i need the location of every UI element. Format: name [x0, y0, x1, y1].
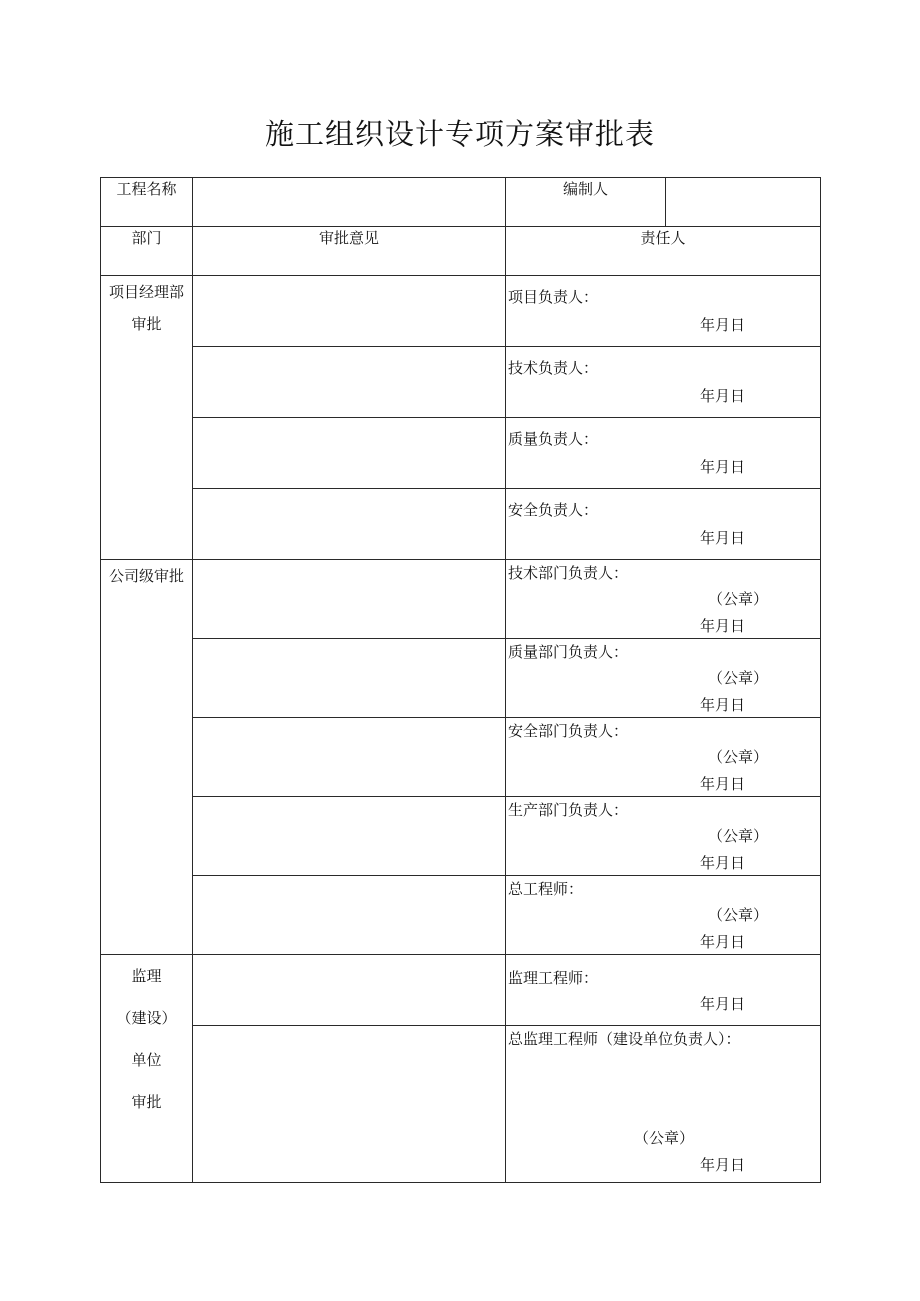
signature-cell-chief-engineer[interactable] [506, 876, 821, 955]
company-row-2 [101, 639, 821, 718]
opinion-field-tech-dept[interactable] [193, 560, 506, 639]
column-header-row [101, 227, 821, 276]
signature-cell-production-dept[interactable] [506, 797, 821, 876]
role-label-chief-engineer: 总工程师： [508, 880, 584, 898]
supervision-row-2 [101, 1026, 821, 1183]
opinion-field-quality-leader[interactable] [193, 418, 506, 489]
preparer-label: 编制人 [506, 178, 666, 227]
project-dept-row-2 [101, 347, 821, 418]
role-label-supervising-engineer: 监理工程师： [508, 969, 599, 987]
role-label-technical-leader: 技术负责人： [508, 359, 599, 377]
opinion-field-chief-engineer[interactable] [193, 876, 506, 955]
opinion-field-safety-leader[interactable] [193, 489, 506, 560]
date-label: 年月日 [700, 1156, 746, 1174]
signature-cell-safety-leader[interactable] [506, 489, 821, 560]
signature-cell-technical-leader[interactable] [506, 347, 821, 418]
project-dept-label-line2: 审批 [131, 315, 162, 333]
date-label: 年月日 [700, 995, 746, 1013]
opinion-field-production-dept[interactable] [193, 797, 506, 876]
role-label-production-dept: 生产部门负责人： [508, 801, 629, 819]
role-label-project-leader: 项目负责人： [508, 288, 599, 306]
supervision-row-1 [101, 955, 821, 1026]
supervision-label-line3: 单位 [131, 1051, 162, 1069]
signature-cell-chief-supervisor[interactable] [506, 1026, 821, 1183]
signature-cell-supervising-engineer[interactable] [506, 955, 821, 1026]
supervision-approval-label [101, 955, 193, 1183]
seal-label: （公章） [708, 748, 769, 766]
signature-cell-tech-dept[interactable] [506, 560, 821, 639]
date-label: 年月日 [700, 854, 746, 872]
date-label: 年月日 [700, 933, 746, 951]
signature-cell-safety-dept[interactable] [506, 718, 821, 797]
project-dept-label-line1: 项目经理部 [108, 283, 184, 301]
column-header-dept: 部门 [101, 227, 193, 276]
opinion-field-technical-leader[interactable] [193, 347, 506, 418]
company-row-3 [101, 718, 821, 797]
seal-label: （公章） [708, 827, 769, 845]
role-label-safety-leader: 安全负责人： [508, 501, 599, 519]
date-label: 年月日 [700, 775, 746, 793]
seal-label: （公章） [708, 590, 769, 608]
date-label: 年月日 [700, 316, 746, 334]
company-approval-label: 公司级审批 [101, 560, 193, 955]
signature-cell-project-leader[interactable] [506, 276, 821, 347]
column-header-opinion: 审批意见 [193, 227, 506, 276]
supervision-label-line2: （建设） [116, 1009, 177, 1027]
role-label-chief-supervisor: 总监理工程师（建设单位负责人）： [508, 1030, 741, 1048]
project-dept-row-3 [101, 418, 821, 489]
project-dept-row-4 [101, 489, 821, 560]
date-label: 年月日 [700, 387, 746, 405]
company-row-5 [101, 876, 821, 955]
preparer-field[interactable] [666, 178, 821, 227]
opinion-field-safety-dept[interactable] [193, 718, 506, 797]
company-row-1 [101, 560, 821, 639]
seal-label: （公章） [708, 669, 769, 687]
project-dept-label [101, 276, 193, 560]
supervision-label-line4: 审批 [131, 1093, 162, 1111]
opinion-field-project-leader[interactable] [193, 276, 506, 347]
role-label-tech-dept: 技术部门负责人： [508, 564, 629, 582]
opinion-field-quality-dept[interactable] [193, 639, 506, 718]
supervision-label-line1: 监理 [131, 967, 162, 985]
signature-cell-quality-leader[interactable] [506, 418, 821, 489]
role-label-safety-dept: 安全部门负责人： [508, 722, 629, 740]
date-label: 年月日 [700, 529, 746, 547]
opinion-field-chief-supervisor[interactable] [193, 1026, 506, 1183]
date-label: 年月日 [700, 617, 746, 635]
project-name-field[interactable] [193, 178, 506, 227]
project-name-label: 工程名称 [101, 178, 193, 227]
project-info-row [101, 178, 821, 227]
seal-label: （公章） [634, 1129, 695, 1147]
page-title: 施工组织设计专项方案审批表 [264, 117, 655, 151]
seal-label: （公章） [708, 906, 769, 924]
date-label: 年月日 [700, 458, 746, 476]
role-label-quality-dept: 质量部门负责人： [508, 643, 629, 661]
role-label-quality-leader: 质量负责人： [508, 430, 599, 448]
opinion-field-supervising-engineer[interactable] [193, 955, 506, 1026]
approval-form-table [100, 177, 821, 1183]
signature-cell-quality-dept[interactable] [506, 639, 821, 718]
date-label: 年月日 [700, 696, 746, 714]
project-dept-row-1 [101, 276, 821, 347]
company-row-4 [101, 797, 821, 876]
column-header-responsible: 责任人 [506, 227, 821, 276]
